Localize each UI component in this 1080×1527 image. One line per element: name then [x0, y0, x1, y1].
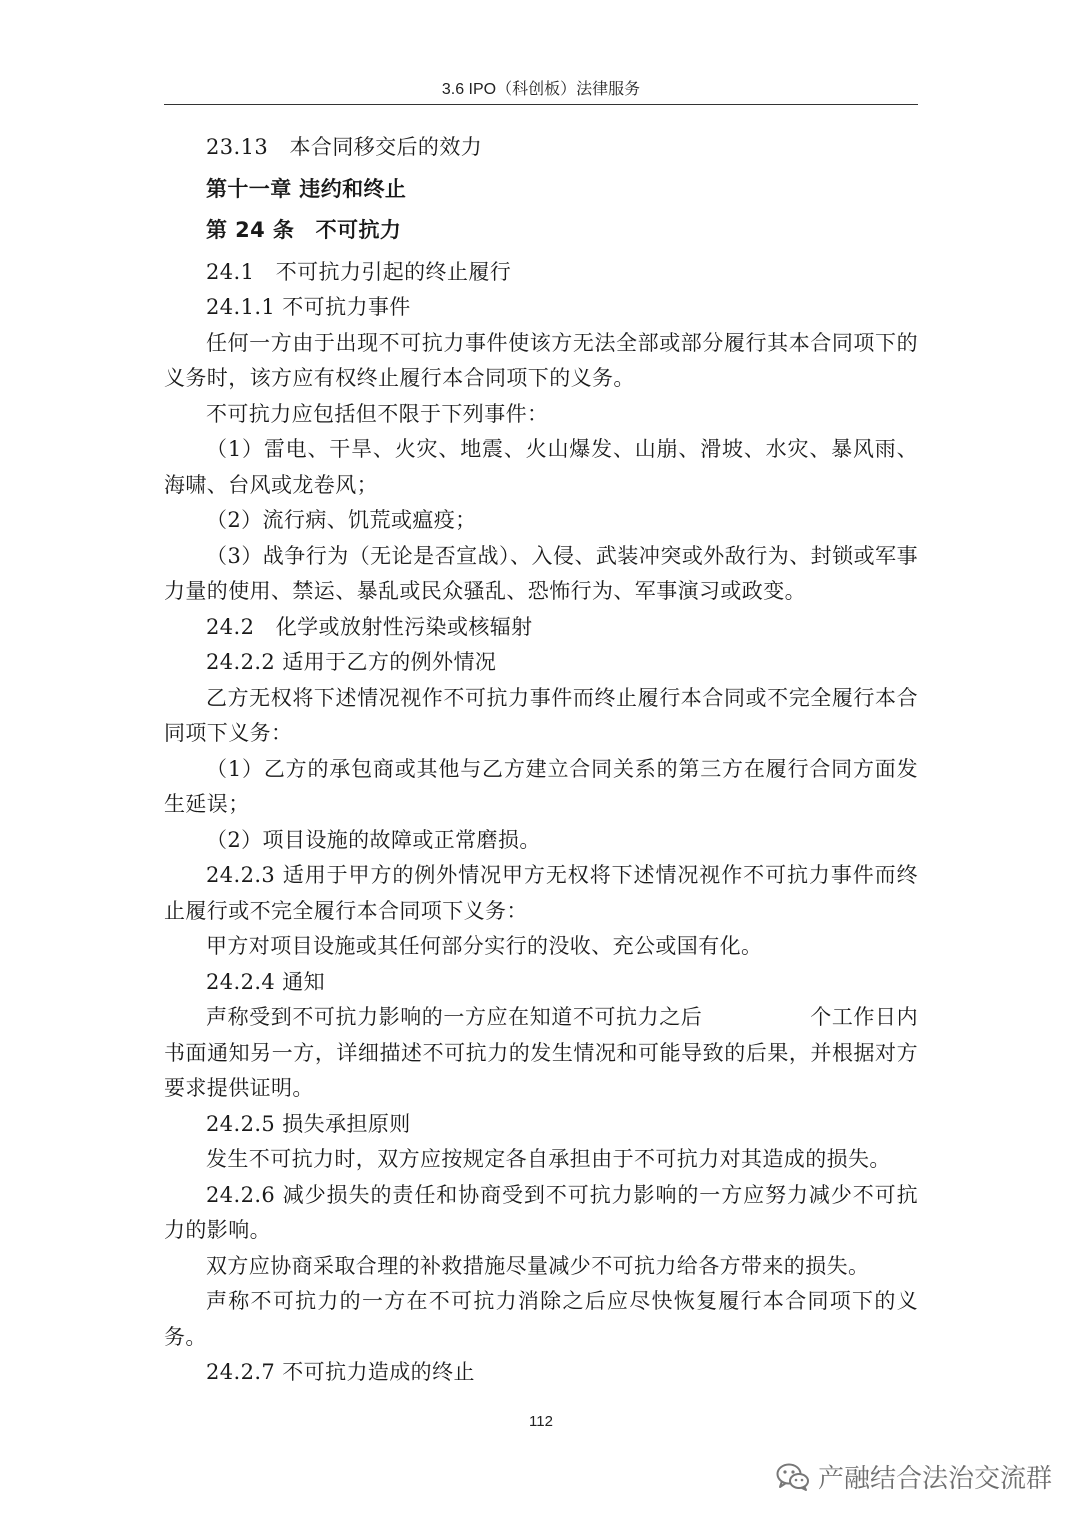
clause-24-2-3: 24.2.3 适用于甲方的例外情况甲方无权将下述情况视作不可抗力事件而终止履行或不完全履行本合同项下义务： [164, 863, 918, 923]
document-body [164, 130, 918, 1391]
article-heading: 第 24 条 不可抗力 [206, 218, 402, 242]
paragraph: 不可抗力应包括但不限于下列事件： [206, 401, 549, 426]
paragraph: 乙方无权将下述情况视作不可抗力事件而终止履行本合同或不完全履行本合同项下义务： [164, 685, 918, 745]
watermark-text: 产融结合法治交流群 [817, 1464, 1052, 1494]
clause-24-1: 24.1 不可抗力引起的终止履行 [206, 259, 512, 284]
paragraph: 发生不可抗力时，双方应按规定各自承担由于不可抗力对其造成的损失。 [206, 1147, 891, 1171]
list-item: （1）雷电、干旱、火灾、地震、火山爆发、山崩、滑坡、水灾、暴风雨、海啸、台风或龙卷风； [164, 437, 918, 497]
clause-24-2-5: 24.2.5 损失承担原则 [206, 1111, 411, 1136]
watermark [776, 1458, 1052, 1495]
clause-24-1-1: 24.1.1 不可抗力事件 [206, 295, 411, 319]
list-item: （2）流行病、饥荒或瘟疫； [206, 508, 477, 532]
clause-23-13: 23.13 本合同移交后的效力 [206, 135, 483, 159]
page-number: 112 [529, 1413, 553, 1430]
header-divider [164, 104, 918, 105]
paragraph: 任何一方由于出现不可抗力事件使该方无法全部或部分履行其本合同项下的义务时，该方应有权终止履行本合同项下的义务。 [164, 330, 918, 390]
paragraph: 双方应协商采取合理的补救措施尽量减少不可抗力给各方带来的损失。 [206, 1253, 870, 1278]
list-item: （3）战争行为（无论是否宣战）、入侵、武装冲突或外敌行为、封锁或军事力量的使用、禁运、暴乱或民众骚乱、恐怖行为、军事演习或政变。 [164, 543, 918, 603]
wechat-icon [776, 1462, 810, 1492]
paragraph: 声称受到不可抗力影响的一方应在知道不可抗力之后 个工作日内书面通知另一方，详细描述不可抗力的发生情况和可能导致的后果，并根据对方要求提供证明。 [164, 1005, 918, 1100]
list-item: （2）项目设施的故障或正常磨损。 [206, 827, 541, 852]
paragraph: 甲方对项目设施或其任何部分实行的没收、充公或国有化。 [206, 934, 763, 958]
clause-24-2-7: 24.2.7 不可抗力造成的终止 [206, 1360, 475, 1384]
clause-24-2: 24.2 化学或放射性污染或核辐射 [206, 614, 533, 639]
clause-24-2-4: 24.2.4 通知 [206, 969, 326, 994]
clause-24-2-2: 24.2.2 适用于乙方的例外情况 [206, 650, 497, 674]
list-item: （1）乙方的承包商或其他与乙方建立合同关系的第三方在履行合同方面发生延误； [164, 756, 918, 816]
chapter-heading: 第十一章 违约和终止 [206, 176, 407, 201]
paragraph: 声称不可抗力的一方在不可抗力消除之后应尽快恢复履行本合同项下的义务。 [164, 1289, 918, 1349]
clause-24-2-6: 24.2.6 减少损失的责任和协商受到不可抗力影响的一方应努力减少不可抗力的影响。 [164, 1182, 918, 1242]
running-header: 3.6 IPO（科创板）法律服务 [441, 81, 641, 98]
